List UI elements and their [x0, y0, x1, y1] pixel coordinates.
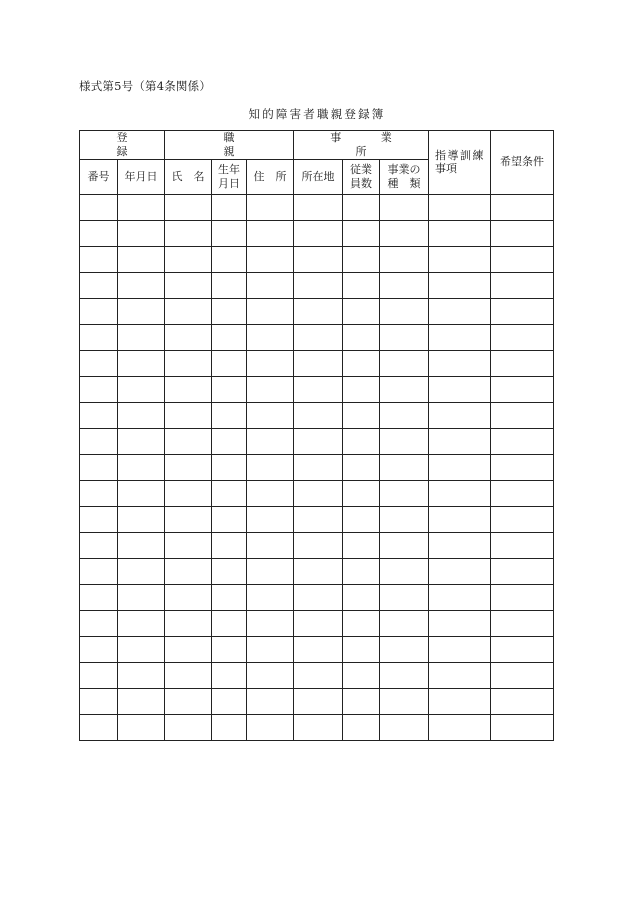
table-cell[interactable] — [343, 662, 380, 688]
table-cell[interactable] — [118, 272, 165, 298]
table-cell[interactable] — [118, 298, 165, 324]
table-cell[interactable] — [380, 688, 429, 714]
table-cell[interactable] — [294, 584, 343, 610]
table-cell[interactable] — [165, 246, 212, 272]
header-employees — [343, 159, 380, 194]
table-cell[interactable] — [80, 636, 118, 662]
table-cell[interactable] — [380, 662, 429, 688]
table-cell[interactable] — [294, 454, 343, 480]
registry-table-body — [80, 194, 554, 740]
table-cell[interactable] — [429, 662, 491, 688]
table-cell[interactable] — [118, 402, 165, 428]
table-cell[interactable] — [165, 402, 212, 428]
table-cell[interactable] — [429, 194, 491, 220]
table-cell[interactable] — [491, 558, 554, 584]
table-cell[interactable] — [380, 246, 429, 272]
table-cell[interactable] — [343, 454, 380, 480]
table-cell[interactable] — [343, 428, 380, 454]
table-cell[interactable] — [491, 584, 554, 610]
table-cell[interactable] — [118, 714, 165, 740]
table-cell[interactable] — [380, 714, 429, 740]
table-cell[interactable] — [80, 610, 118, 636]
table-cell[interactable] — [380, 558, 429, 584]
table-cell[interactable] — [80, 298, 118, 324]
table-cell[interactable] — [343, 246, 380, 272]
table-cell[interactable] — [80, 350, 118, 376]
table-cell[interactable] — [491, 246, 554, 272]
table-cell[interactable] — [491, 532, 554, 558]
table-cell[interactable] — [118, 350, 165, 376]
table-cell[interactable] — [80, 662, 118, 688]
table-cell[interactable] — [212, 558, 247, 584]
table-cell[interactable] — [212, 506, 247, 532]
table-cell[interactable] — [294, 688, 343, 714]
table-cell[interactable] — [294, 220, 343, 246]
table-cell[interactable] — [247, 272, 294, 298]
header-name: 氏 名 — [165, 159, 212, 194]
header-number: 番号 — [80, 159, 118, 194]
table-cell[interactable] — [343, 558, 380, 584]
table-cell[interactable] — [343, 480, 380, 506]
table-cell[interactable] — [212, 584, 247, 610]
table-cell[interactable] — [491, 324, 554, 350]
table-cell[interactable] — [118, 480, 165, 506]
table-cell[interactable] — [80, 220, 118, 246]
table-cell[interactable] — [491, 298, 554, 324]
table-cell[interactable] — [380, 350, 429, 376]
table-cell[interactable] — [294, 272, 343, 298]
table-cell[interactable] — [343, 194, 380, 220]
table-cell[interactable] — [343, 610, 380, 636]
table-cell[interactable] — [247, 688, 294, 714]
table-cell[interactable] — [165, 636, 212, 662]
table-cell[interactable] — [294, 662, 343, 688]
table-row — [80, 636, 554, 662]
table-cell[interactable] — [343, 714, 380, 740]
table-cell[interactable] — [212, 454, 247, 480]
table-cell[interactable] — [80, 272, 118, 298]
table-cell[interactable] — [118, 662, 165, 688]
header-guidance-line1: 指導訓練 — [435, 148, 486, 162]
table-row — [80, 558, 554, 584]
table-cell[interactable] — [343, 688, 380, 714]
table-row — [80, 220, 554, 246]
table-cell[interactable] — [247, 298, 294, 324]
table-cell[interactable] — [343, 350, 380, 376]
table-cell[interactable] — [380, 220, 429, 246]
header-registration: 登 録 — [80, 131, 165, 160]
header-location: 所在地 — [294, 159, 343, 194]
table-cell[interactable] — [80, 428, 118, 454]
table-cell[interactable] — [294, 532, 343, 558]
table-cell[interactable] — [165, 324, 212, 350]
table-cell[interactable] — [491, 480, 554, 506]
table-row — [80, 350, 554, 376]
table-cell[interactable] — [165, 350, 212, 376]
table-cell[interactable] — [80, 584, 118, 610]
table-row — [80, 246, 554, 272]
table-cell[interactable] — [80, 402, 118, 428]
table-cell[interactable] — [429, 558, 491, 584]
table-cell[interactable] — [294, 506, 343, 532]
header-business-type — [380, 159, 429, 194]
table-cell[interactable] — [165, 272, 212, 298]
table-cell[interactable] — [294, 480, 343, 506]
header-employees-line1: 従業 — [350, 162, 372, 176]
table-cell[interactable] — [247, 584, 294, 610]
table-cell[interactable] — [491, 662, 554, 688]
table-cell[interactable] — [80, 324, 118, 350]
table-cell[interactable] — [294, 350, 343, 376]
table-cell[interactable] — [212, 272, 247, 298]
table-cell[interactable] — [80, 714, 118, 740]
table-cell[interactable] — [491, 454, 554, 480]
table-cell[interactable] — [212, 350, 247, 376]
table-cell[interactable] — [380, 272, 429, 298]
table-cell[interactable] — [247, 246, 294, 272]
table-cell[interactable] — [247, 610, 294, 636]
table-cell[interactable] — [429, 376, 491, 402]
table-row — [80, 532, 554, 558]
table-row — [80, 194, 554, 220]
table-row — [80, 324, 554, 350]
table-cell[interactable] — [247, 324, 294, 350]
table-row — [80, 506, 554, 532]
table-cell[interactable] — [343, 376, 380, 402]
table-cell[interactable] — [165, 194, 212, 220]
table-cell[interactable] — [118, 428, 165, 454]
table-cell[interactable] — [343, 532, 380, 558]
table-cell[interactable] — [80, 246, 118, 272]
table-row — [80, 376, 554, 402]
table-cell[interactable] — [80, 532, 118, 558]
table-cell[interactable] — [343, 220, 380, 246]
table-cell[interactable] — [212, 428, 247, 454]
table-cell[interactable] — [380, 402, 429, 428]
header-birth — [212, 159, 247, 194]
registry-table — [79, 130, 554, 741]
table-cell[interactable] — [80, 376, 118, 402]
table-cell[interactable] — [294, 194, 343, 220]
table-cell[interactable] — [380, 636, 429, 662]
table-cell[interactable] — [165, 558, 212, 584]
table-cell[interactable] — [491, 506, 554, 532]
table-row — [80, 584, 554, 610]
table-cell[interactable] — [294, 402, 343, 428]
table-cell[interactable] — [247, 402, 294, 428]
table-row — [80, 402, 554, 428]
table-cell[interactable] — [429, 220, 491, 246]
table-cell[interactable] — [380, 376, 429, 402]
table-cell[interactable] — [429, 714, 491, 740]
table-cell[interactable] — [429, 454, 491, 480]
table-cell[interactable] — [247, 454, 294, 480]
table-cell[interactable] — [118, 246, 165, 272]
table-cell[interactable] — [212, 714, 247, 740]
table-cell[interactable] — [380, 454, 429, 480]
table-cell[interactable] — [429, 532, 491, 558]
table-cell[interactable] — [380, 324, 429, 350]
table-cell[interactable] — [247, 480, 294, 506]
table-cell[interactable] — [212, 246, 247, 272]
table-cell[interactable] — [343, 636, 380, 662]
table-cell[interactable] — [429, 480, 491, 506]
table-cell[interactable] — [212, 194, 247, 220]
table-cell[interactable] — [212, 298, 247, 324]
table-cell[interactable] — [118, 376, 165, 402]
table-cell[interactable] — [212, 688, 247, 714]
table-cell[interactable] — [165, 428, 212, 454]
table-cell[interactable] — [294, 376, 343, 402]
form-number: 様式第5号（第4条関係） — [79, 79, 212, 93]
table-cell[interactable] — [343, 506, 380, 532]
table-row — [80, 298, 554, 324]
table-cell[interactable] — [491, 272, 554, 298]
table-cell[interactable] — [247, 220, 294, 246]
table-cell[interactable] — [165, 610, 212, 636]
table-cell[interactable] — [247, 376, 294, 402]
table-cell[interactable] — [165, 480, 212, 506]
table-cell[interactable] — [294, 428, 343, 454]
table-cell[interactable] — [491, 636, 554, 662]
table-cell[interactable] — [491, 350, 554, 376]
table-cell[interactable] — [429, 350, 491, 376]
table-cell[interactable] — [247, 662, 294, 688]
table-cell[interactable] — [429, 584, 491, 610]
table-cell[interactable] — [429, 324, 491, 350]
table-cell[interactable] — [429, 402, 491, 428]
form-title: 知的障害者職親登録簿 — [248, 107, 386, 121]
table-cell[interactable] — [429, 272, 491, 298]
table-cell[interactable] — [247, 636, 294, 662]
table-row — [80, 272, 554, 298]
table-cell[interactable] — [80, 480, 118, 506]
table-cell[interactable] — [165, 454, 212, 480]
table-cell[interactable] — [165, 584, 212, 610]
table-row — [80, 480, 554, 506]
header-address: 住 所 — [247, 159, 294, 194]
table-cell[interactable] — [247, 714, 294, 740]
table-cell[interactable] — [80, 194, 118, 220]
table-cell[interactable] — [118, 584, 165, 610]
header-business: 事 業 所 — [294, 131, 429, 160]
table-cell[interactable] — [294, 324, 343, 350]
table-cell[interactable] — [247, 506, 294, 532]
table-cell[interactable] — [491, 428, 554, 454]
table-cell[interactable] — [491, 220, 554, 246]
table-cell[interactable] — [118, 454, 165, 480]
table-cell[interactable] — [118, 324, 165, 350]
table-cell[interactable] — [165, 298, 212, 324]
header-birth-line1: 生年 — [218, 162, 240, 176]
table-cell[interactable] — [429, 688, 491, 714]
table-cell[interactable] — [380, 194, 429, 220]
header-guidance-line2: 事項 — [435, 162, 458, 176]
table-cell[interactable] — [380, 610, 429, 636]
header-business-type-line1: 事業の — [387, 162, 421, 176]
table-cell[interactable] — [247, 350, 294, 376]
table-cell[interactable] — [429, 246, 491, 272]
table-cell[interactable] — [212, 376, 247, 402]
table-cell[interactable] — [165, 662, 212, 688]
table-cell[interactable] — [165, 376, 212, 402]
table-cell[interactable] — [247, 428, 294, 454]
table-cell[interactable] — [118, 636, 165, 662]
table-cell[interactable] — [212, 220, 247, 246]
header-foster-employer: 職 親 — [165, 131, 294, 160]
table-cell[interactable] — [212, 662, 247, 688]
table-cell[interactable] — [491, 688, 554, 714]
table-cell[interactable] — [212, 324, 247, 350]
table-row — [80, 454, 554, 480]
table-cell[interactable] — [212, 480, 247, 506]
table-cell[interactable] — [247, 532, 294, 558]
table-cell[interactable] — [80, 454, 118, 480]
table-cell[interactable] — [247, 558, 294, 584]
table-cell[interactable] — [212, 636, 247, 662]
table-cell[interactable] — [118, 194, 165, 220]
table-cell[interactable] — [294, 558, 343, 584]
table-cell[interactable] — [380, 428, 429, 454]
table-cell[interactable] — [294, 714, 343, 740]
table-cell[interactable] — [491, 376, 554, 402]
header-birth-line2: 月日 — [218, 176, 240, 190]
table-cell[interactable] — [343, 402, 380, 428]
table-cell[interactable] — [165, 714, 212, 740]
table-cell[interactable] — [118, 688, 165, 714]
header-date: 年月日 — [118, 159, 165, 194]
header-guidance — [429, 131, 491, 195]
table-row — [80, 688, 554, 714]
table-row — [80, 428, 554, 454]
table-cell[interactable] — [294, 246, 343, 272]
table-cell[interactable] — [212, 532, 247, 558]
header-business-type-line2: 種 類 — [387, 176, 421, 190]
table-cell[interactable] — [80, 558, 118, 584]
table-cell[interactable] — [380, 532, 429, 558]
table-row — [80, 662, 554, 688]
table-cell[interactable] — [491, 194, 554, 220]
table-cell[interactable] — [118, 506, 165, 532]
table-cell[interactable] — [343, 298, 380, 324]
table-cell[interactable] — [343, 584, 380, 610]
table-cell[interactable] — [429, 610, 491, 636]
table-cell[interactable] — [294, 610, 343, 636]
table-cell[interactable] — [165, 220, 212, 246]
header-wishes: 希望条件 — [491, 131, 554, 195]
table-cell[interactable] — [429, 428, 491, 454]
table-cell[interactable] — [118, 558, 165, 584]
table-cell[interactable] — [380, 298, 429, 324]
table-cell[interactable] — [491, 402, 554, 428]
table-cell[interactable] — [247, 194, 294, 220]
table-row — [80, 610, 554, 636]
table-cell[interactable] — [429, 636, 491, 662]
table-cell[interactable] — [343, 272, 380, 298]
table-cell[interactable] — [380, 584, 429, 610]
table-cell[interactable] — [212, 402, 247, 428]
table-cell[interactable] — [212, 610, 247, 636]
table-cell[interactable] — [165, 532, 212, 558]
table-cell[interactable] — [294, 298, 343, 324]
table-cell[interactable] — [80, 688, 118, 714]
table-cell[interactable] — [294, 636, 343, 662]
table-cell[interactable] — [429, 506, 491, 532]
table-row — [80, 714, 554, 740]
table-cell[interactable] — [429, 298, 491, 324]
table-cell[interactable] — [380, 480, 429, 506]
table-cell[interactable] — [343, 324, 380, 350]
table-cell[interactable] — [118, 220, 165, 246]
table-cell[interactable] — [165, 688, 212, 714]
table-cell[interactable] — [491, 714, 554, 740]
table-cell[interactable] — [165, 506, 212, 532]
header-employees-line2: 員数 — [350, 176, 372, 190]
table-cell[interactable] — [118, 610, 165, 636]
table-cell[interactable] — [118, 532, 165, 558]
table-cell[interactable] — [80, 506, 118, 532]
table-cell[interactable] — [491, 610, 554, 636]
table-cell[interactable] — [380, 506, 429, 532]
